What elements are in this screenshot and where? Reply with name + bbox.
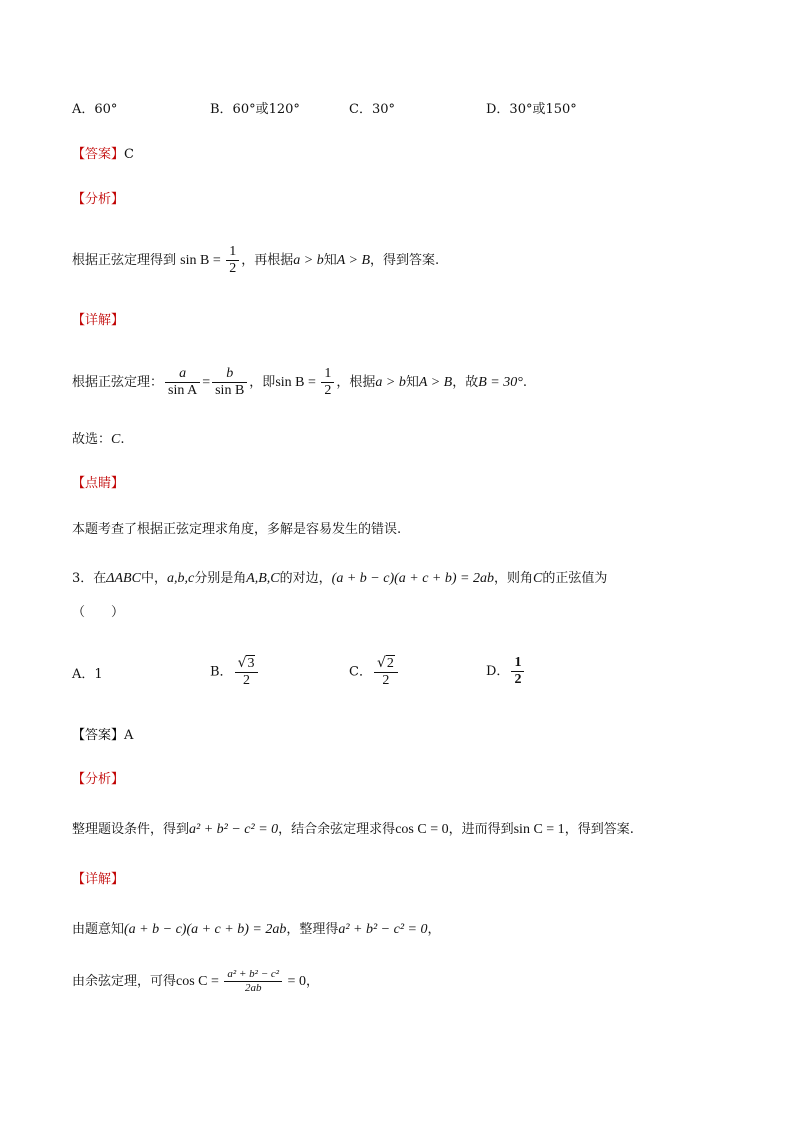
math-cond: a > b (293, 253, 324, 268)
analysis-tag: 【分析】 (72, 192, 125, 207)
q3-stem (72, 569, 607, 589)
math-eq: = (209, 253, 225, 268)
q3-analysis-text (72, 820, 634, 840)
q2-analysis-heading (72, 190, 124, 210)
text-segment: . (120, 432, 125, 447)
fraction-one-half: $\frac{1}{2}$ (511, 655, 524, 688)
q3-detail-line2 (72, 968, 319, 995)
q3-option-c (349, 655, 400, 689)
fraction-cosine-law: $\frac{\text{a² + b² − c²}}{2ab}$ (224, 968, 282, 995)
math-eq: = (202, 375, 211, 390)
text-segment: 中， (140, 571, 167, 586)
math-final: B = 30° (478, 375, 523, 390)
text-segment: 分别是角 (194, 571, 247, 586)
math-triangle: ΔABC (106, 571, 141, 586)
math-tail: = 0 (284, 974, 306, 989)
answer-value: C (124, 147, 134, 162)
text-segment: 故选： (72, 432, 112, 447)
math-angle-c: C (533, 571, 543, 586)
q2-comment-text: 本题考查了根据正弦定理求角度，多解是容易发生的错误. (72, 522, 402, 537)
text-segment: ， (305, 974, 319, 989)
q2-comment-heading (72, 474, 124, 494)
q3-paren: （ ） (72, 605, 125, 620)
text-segment: ，根据 (336, 375, 376, 390)
q3-analysis-heading (72, 770, 124, 790)
fraction-one-half: $\frac{1}{2}$ (321, 366, 334, 399)
question-number: 3．在 (72, 571, 107, 586)
q3-option-b (210, 655, 260, 689)
fraction-a-over-sinA: $\frac{a}{\text{sin A}}$ (165, 366, 200, 399)
q2-option-d: D．30°或150° (486, 102, 577, 117)
text-segment: 根据正弦定理得到 (72, 253, 177, 268)
text-segment: ，得到答案. (370, 253, 440, 268)
fraction-one-half: $\frac{1}{2}$ (226, 244, 239, 277)
detail-tag: 【详解】 (72, 872, 125, 887)
choose-value: C (111, 432, 121, 447)
math-cos: cos C = (176, 974, 223, 989)
math-angles: A,B,C (246, 571, 280, 586)
answer-tag: 【答案】 (72, 147, 125, 162)
answer-value: A (124, 728, 134, 743)
math-equation: (a + b − c)(a + c + b) = 2ab (124, 922, 287, 937)
math-sinB: sin B (180, 253, 210, 268)
comment-tag: 【点睛】 (72, 476, 125, 491)
math-eq: = (304, 375, 320, 390)
text-segment: 的对边， (279, 571, 332, 586)
text-segment: ，进而得到 (448, 822, 514, 837)
text-segment: 根据正弦定理： (72, 375, 164, 390)
text-segment: ， (427, 922, 441, 937)
q2-detail-text (72, 366, 527, 399)
q2-option-b: B．60°或120° (210, 102, 300, 117)
text-segment: 的正弦值为 (542, 571, 608, 586)
math-sides: a,b,c (166, 571, 195, 586)
text-segment: ，即 (249, 375, 276, 390)
math-eq3: sin C = 1 (513, 822, 565, 837)
text-segment: 由余弦定理，可得 (72, 974, 177, 989)
answer-tag: 【答案】 (72, 728, 125, 743)
detail-tag: 【详解】 (72, 313, 125, 328)
math-eq2: a² + b² − c² = 0 (338, 922, 428, 937)
text-segment: 整理题设条件，得到 (72, 822, 190, 837)
math-eq1: a² + b² − c² = 0 (189, 822, 279, 837)
q2-option-a: A．60° (72, 102, 118, 117)
fraction-sqrt2-over-2: √ 2 2 (374, 655, 398, 689)
math-result: A > B (418, 375, 453, 390)
q2-answer (72, 145, 134, 165)
text-segment: 知 (323, 253, 337, 268)
fraction-sqrt3-over-2: √ 3 2 (235, 655, 259, 689)
q3-detail-line1 (72, 920, 441, 940)
q3-option-d (486, 655, 526, 688)
math-cond: a > b (375, 375, 406, 390)
text-segment: ，整理得 (286, 922, 339, 937)
text-segment: ，结合余弦定理求得 (278, 822, 396, 837)
q3-answer (72, 726, 133, 746)
text-segment: ，再根据 (241, 253, 294, 268)
q2-option-c: C．30° (349, 102, 395, 117)
math-sinB: sin B (275, 375, 305, 390)
math-eq2: cos C = 0 (395, 822, 449, 837)
q2-detail-heading (72, 311, 124, 331)
option-label: B． (210, 664, 233, 680)
analysis-tag: 【分析】 (72, 772, 125, 787)
option-label: C． (349, 664, 372, 680)
text-segment: ，则角 (493, 571, 533, 586)
q3-option-a: A．1 (72, 667, 103, 682)
q3-detail-heading (72, 870, 124, 890)
q2-analysis-text (72, 244, 439, 277)
q2-choose (72, 430, 125, 450)
text-segment: . (522, 375, 527, 390)
text-segment: ，得到答案. (564, 822, 634, 837)
math-equation: (a + b − c)(a + c + b) = 2ab (331, 571, 494, 586)
fraction-b-over-sinB: $\frac{b}{\text{sin B}}$ (212, 366, 247, 399)
text-segment: 知 (405, 375, 419, 390)
text-segment: 由题意知 (72, 922, 125, 937)
math-result: A > B (336, 253, 371, 268)
text-segment: ，故 (452, 375, 479, 390)
option-label: D． (486, 664, 510, 679)
